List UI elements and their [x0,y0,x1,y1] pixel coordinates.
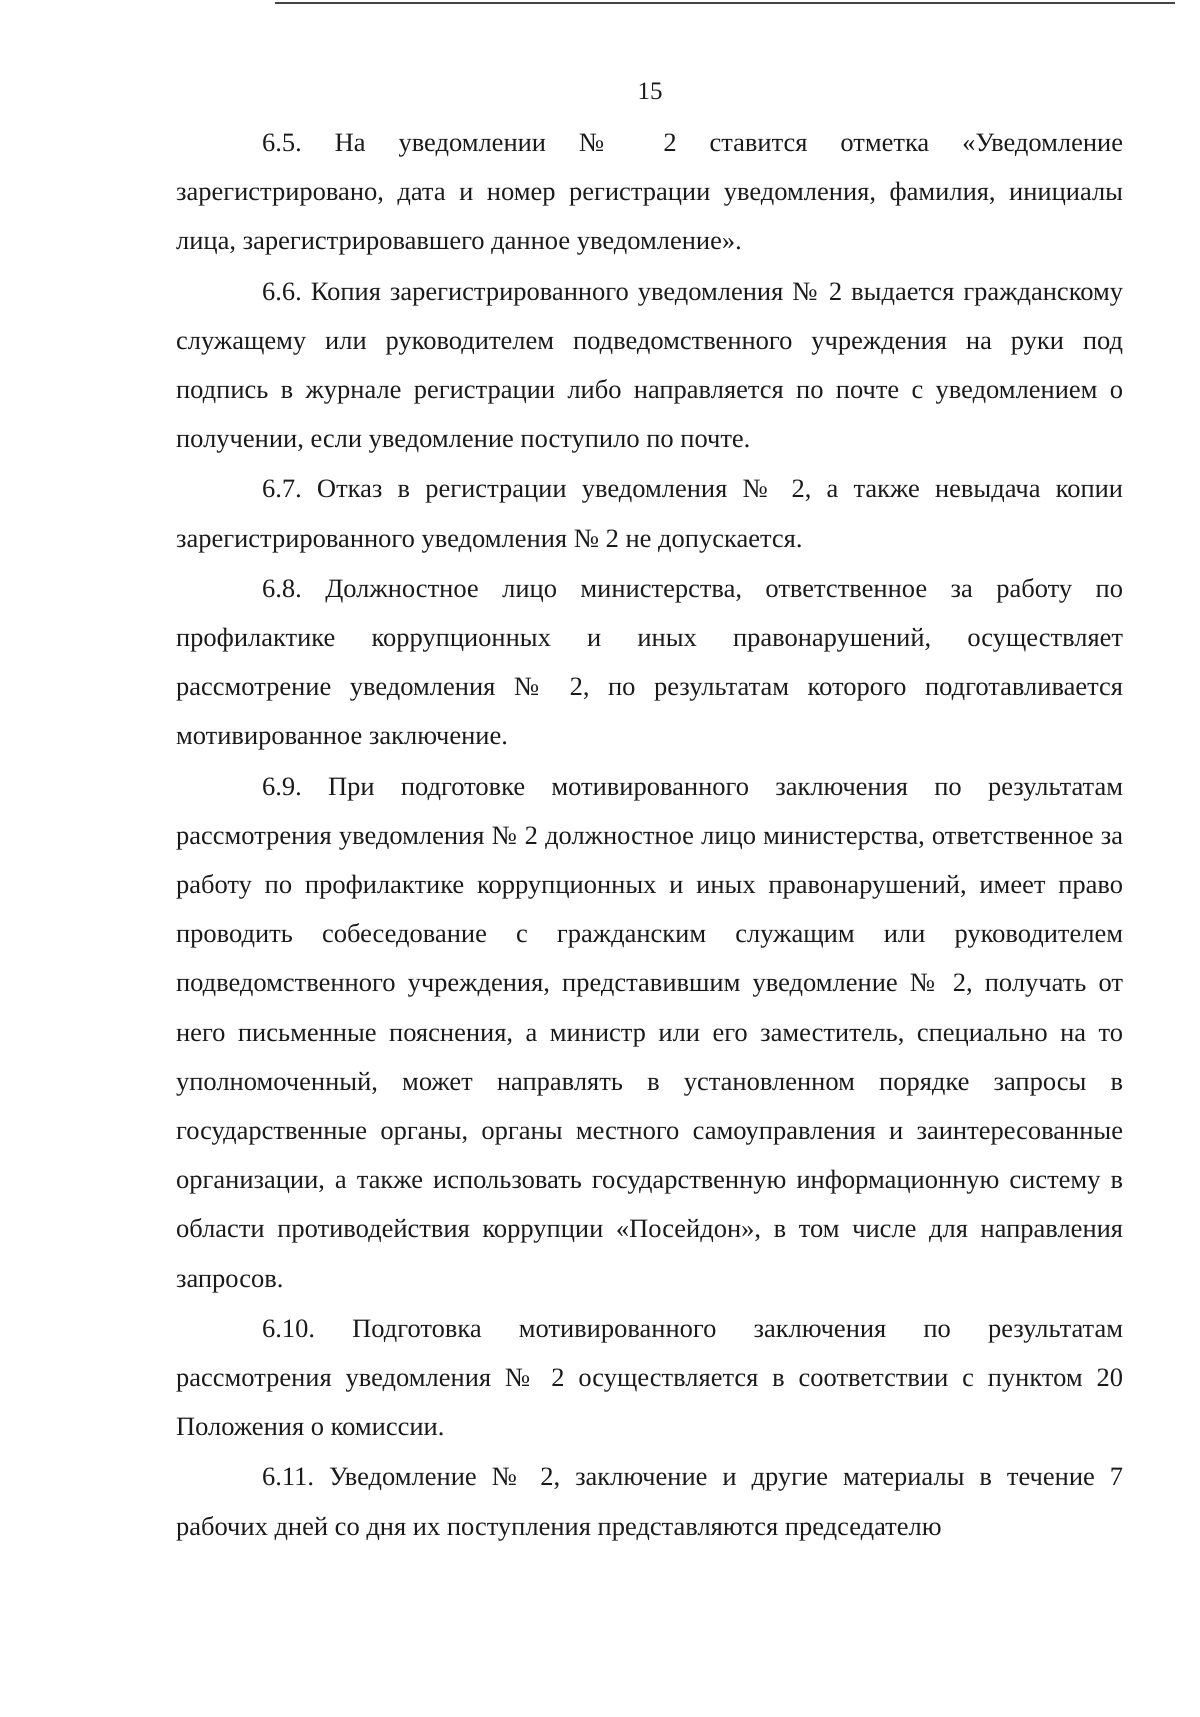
paragraph-6-6: 6.6. Копия зарегистрированного уведомления № 2 выдается гражданскому служащему или руководителем подведомственного учреждения на руки под подпись в журнале регистрации либо направляется по почте с уведомлением о получении, если уведомление поступило по почте. [176,275,1123,454]
paragraph-6-5: 6.5. На уведомлении № 2 ставится отметка «Уведомление зарегистрировано, дата и номер регистрации уведомления, фамилия, инициалы лица, зарегистрировавшего данное уведомление». [176,127,1123,256]
paragraph-6-7: 6.7. Отказ в регистрации уведомления № 2, а также невыдача копии зарегистрированного уведомления № 2 не допускается. [176,473,1123,553]
document-body [176,118,1123,1552]
paragraph-6-8: 6.8. Должностное лицо министерства, ответственное за работу по профилактике коррупционных и иных правонарушений, осуществляет рассмотрение уведомления № 2, по результатам которого подготавливается мотивированное заключение. [176,572,1123,751]
paragraph-6-10: 6.10. Подготовка мотивированного заключения по результатам рассмотрения уведомления № 2 осуществляется в соответствии с пунктом 20 Положения о комиссии. [176,1312,1123,1442]
paragraph-6-9: 6.9. При подготовке мотивированного заключения по результатам рассмотрения уведомления № 2 должностное лицо министерства, ответственное за работу по профилактике коррупционных и иных правонарушений, имеет право проводить собеседование с гражданским служащим или руководителем подведомственного учреждения, представившим уведомление № 2, получать от него письменные пояснения, а министр или его заместитель, специально на то уполномоченный, может направлять в установленном порядке запросы в государственные органы, органы местного самоуправления и заинтересованные организации, а также использовать государственную информационную систему в области противодействия коррупции «Посейдон», в том числе для направления запросов. [176,770,1123,1293]
page-number: 15 [637,78,663,105]
top-border-line [275,2,1175,4]
paragraph-6-11: 6.11. Уведомление № 2, заключение и другие материалы в течение 7 рабочих дней со дня их поступления представляются председателю [176,1461,1123,1541]
